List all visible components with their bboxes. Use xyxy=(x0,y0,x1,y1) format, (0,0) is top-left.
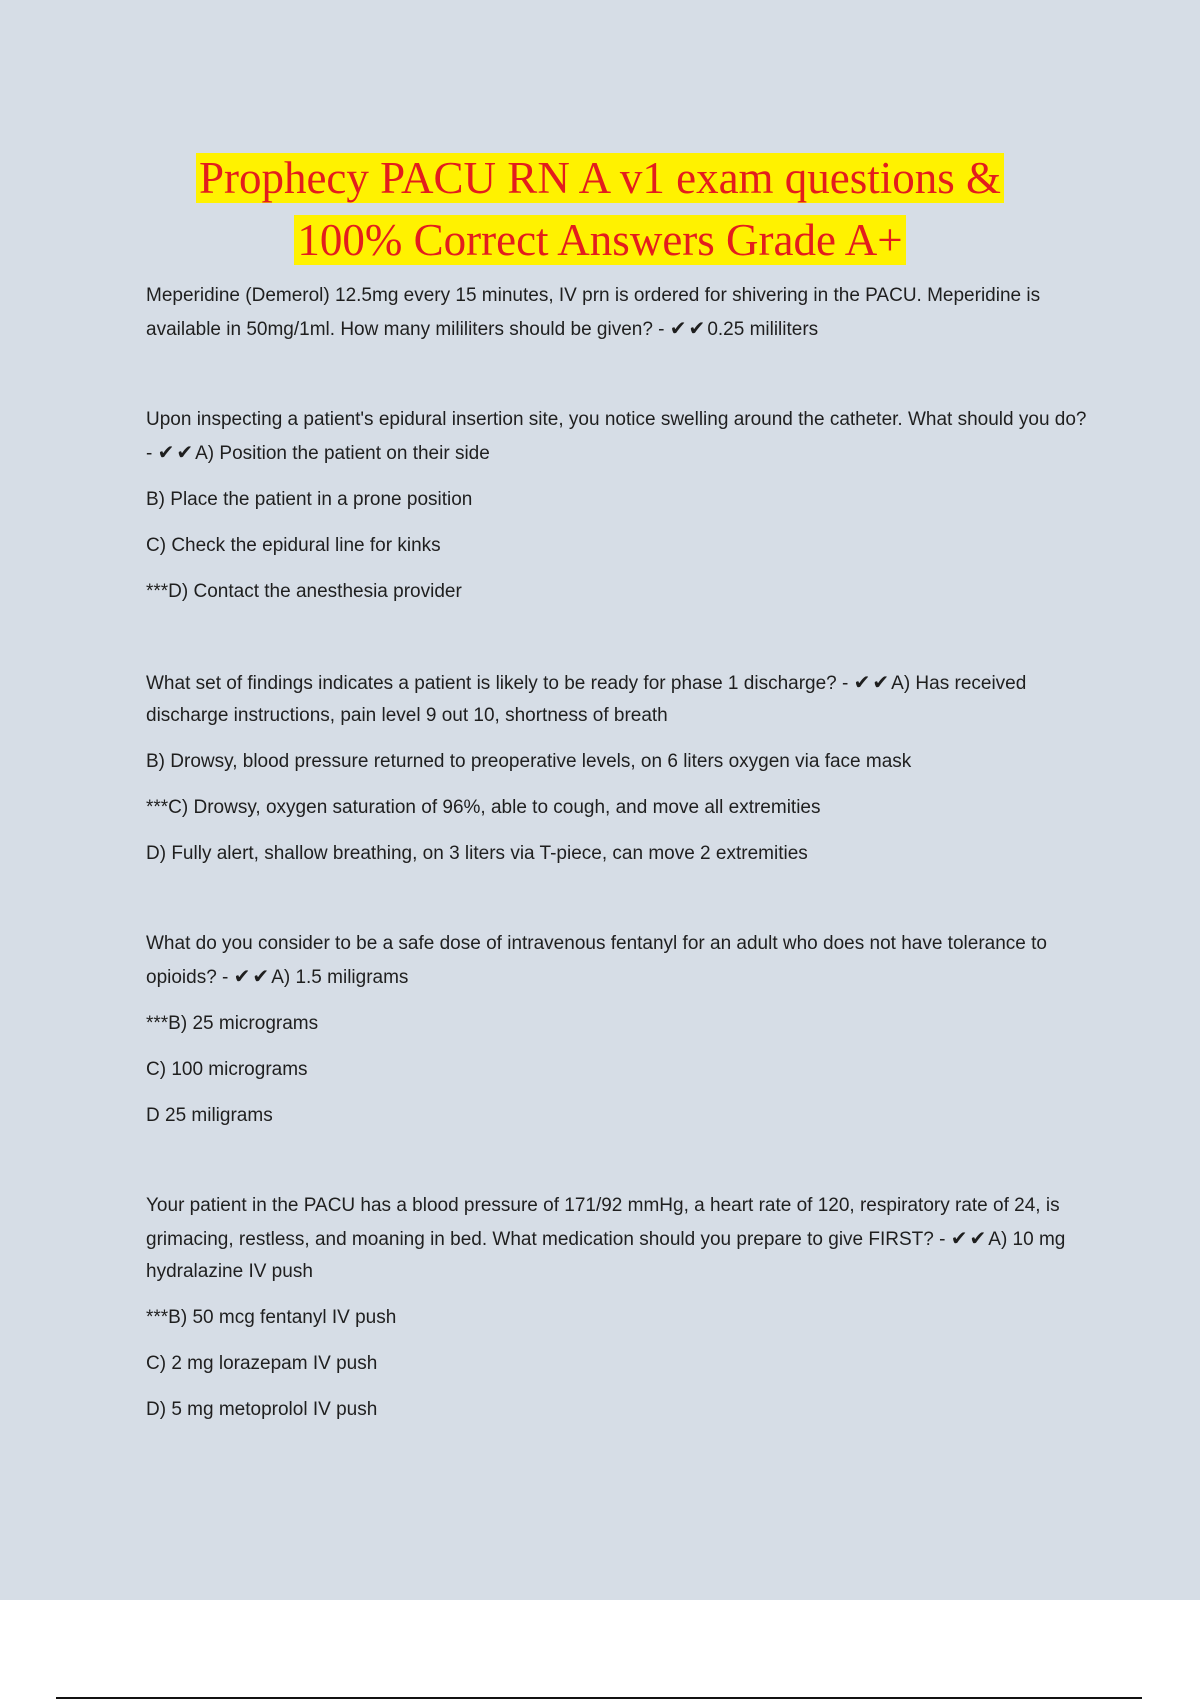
question-5-option-d: D) 5 mg metoprolol IV push xyxy=(146,1399,378,1420)
title-line-1: Prophecy PACU RN A v1 exam questions & xyxy=(0,147,1200,209)
double-check-icon: ✔✔ xyxy=(157,440,196,464)
question-1 xyxy=(146,280,1096,346)
questions-list xyxy=(146,280,1096,1426)
question-4-option-b: ***B) 25 micrograms xyxy=(146,1013,319,1034)
title-line-2: 100% Correct Answers Grade A+ xyxy=(0,209,1200,271)
question-5-option-a: A) 10 mg hydralazine IV push xyxy=(146,1229,1066,1282)
footer-divider xyxy=(56,1697,1142,1699)
question-2-option-d: ***D) Contact the anesthesia provider xyxy=(146,581,462,602)
double-check-icon: ✔✔ xyxy=(950,1226,989,1250)
question-4-option-d: D 25 miligrams xyxy=(146,1105,273,1126)
question-2-prompt: Upon inspecting a patient's epidural insertion site, you notice swelling around the catheter. What should you do? - ✔✔A) Position the patient on their side xyxy=(146,409,1087,464)
double-check-icon: ✔✔ xyxy=(233,964,272,988)
double-check-icon: ✔✔ xyxy=(669,316,708,340)
question-2-option-a: A) Position the patient on their side xyxy=(195,443,490,464)
question-3-option-a: A) Has received discharge instructions, pain level 9 out 10, shortness of breath xyxy=(146,673,1027,726)
question-4-prompt: What do you consider to be a safe dose of intravenous fentanyl for an adult who does not have tolerance to opioids? - ✔✔A) 1.5 miligrams xyxy=(146,933,1047,988)
question-5 xyxy=(146,1190,1096,1426)
question-3-prompt: What set of findings indicates a patient is likely to be ready for phase 1 discharge? - ✔✔A) Has received discharge instructions, pain level 9 out 10, shortness of breath xyxy=(146,670,1027,726)
question-5-prompt: Your patient in the PACU has a blood pressure of 171/92 mmHg, a heart rate of 120, respiratory rate of 24, is grimacing, restless, and moaning in bed. What medication should you prepare to give FIRST? - ✔✔A) 10 mg hydralazine IV push xyxy=(146,1195,1066,1282)
question-1-answer: 0.25 mililiters xyxy=(707,319,819,340)
question-5-option-b: ***B) 50 mcg fentanyl IV push xyxy=(146,1307,397,1328)
question-4-option-c: C) 100 micrograms xyxy=(146,1059,308,1080)
question-4-option-a: A) 1.5 miligrams xyxy=(271,967,409,988)
question-3-option-b: B) Drowsy, blood pressure returned to preoperative levels, on 6 liters oxygen via face mask xyxy=(146,751,912,772)
question-5-option-c: C) 2 mg lorazepam IV push xyxy=(146,1353,378,1374)
document-title xyxy=(0,147,1200,271)
question-3-option-c: ***C) Drowsy, oxygen saturation of 96%, able to cough, and move all extremities xyxy=(146,797,821,818)
question-3 xyxy=(146,666,1096,870)
question-4 xyxy=(146,928,1096,1132)
question-2-option-c: C) Check the epidural line for kinks xyxy=(146,535,441,556)
double-check-icon: ✔✔ xyxy=(853,670,892,694)
question-2-option-b: B) Place the patient in a prone position xyxy=(146,489,473,510)
question-1-prompt: Meperidine (Demerol) 12.5mg every 15 minutes, IV prn is ordered for shivering in the PACU. Meperidine is available in 50mg/1ml. How many mililiters should be given? - ✔✔0.25 mililiters xyxy=(146,285,1041,340)
question-2 xyxy=(146,404,1096,608)
question-3-option-d: D) Fully alert, shallow breathing, on 3 liters via T-piece, can move 2 extremities xyxy=(146,843,808,864)
